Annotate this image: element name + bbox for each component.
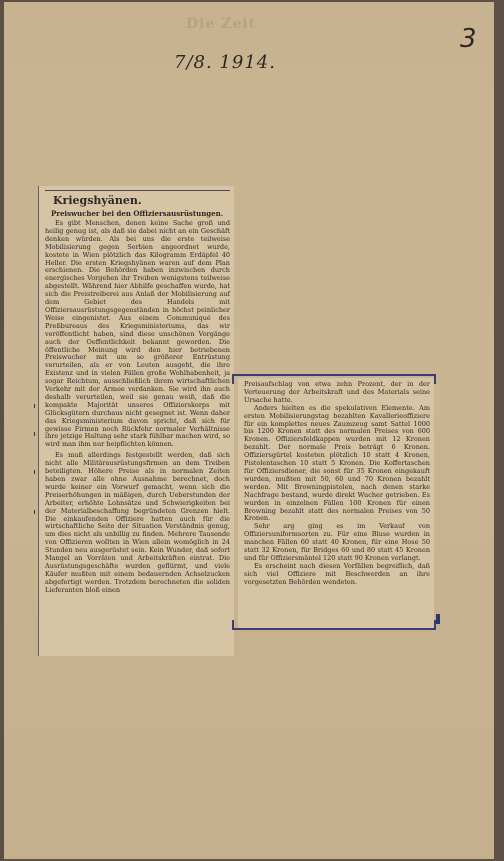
paragraph: Es erscheint nach diesen Vorfällen begreiflich, daß sich viel Offiziere mit Beschwerden an ihre vorgesetzten Behörden wendeten. xyxy=(244,561,430,586)
blue-pencil-mark xyxy=(436,614,440,624)
paragraph: Es gibt Menschen, denen keine Sache groß und heilig genug ist, als daß sie dabei nicht an ein Geschäft denken würden. Als bei uns die erste teilweise Mobilisierung gegen Serbien angeordnet wurde, kostete in Wien plötzlich das Kilogramm Erdäpfel 40 Heller. Die ersten Kriegshyänen waren auf dem Plan erschienen. Die Behörden haben inzwischen durch energisches Vorgehen ihr Treiben wenigstens teilweise abgestellt. Während hier Abhilfe geschaffen wurde, hat sich die Preistreiberei aus Anlaß der Mobilisierung auf dem Gebiet des Handels mit Offiziersausrüstungsgegenständen in höchst peinlicher Weise eingenistet. Aus einem Communiqué des Preßbureaus des Kriegsministeriums, das wir veröffentlicht haben, sind diese unschönen Vorgänge auch der Oeffentlichkeit bekannt geworden. Die öffentliche Meinung wird den hier betriebenen Preiswucher mit um so größerer Entrüstung verurteilen, als er von Leuten ausgeht, die ihre Existenz und in vielen Fällen große Wohlhabenheit, ja sogar Reichtum, ausschließlich ihrem wirtschaftlichen Verkehr mit der Armee verdanken. Sie wird ihn auch deshalb verurteilen, weil sie genau weiß, daß die kompakte Majorität unseres Offizierskorps mit Glücksgütern durchaus nicht gesegnet ist. Wenn daher das Kriegsministerium davon spricht, daß sich für gewisse Firmen noch Rückfehr normaler Verhältnisse ihre jetzige Haltung sehr stark fühlbar machen wird, so wird man ihm nur beipflichten können. xyxy=(45,219,230,449)
article-subhead: Preiswucher bei den Offiziersausrüstungen. xyxy=(51,209,224,218)
margin-tick xyxy=(34,470,35,474)
margin-tick xyxy=(34,432,35,436)
handwritten-date: 7/8. 1914. xyxy=(174,52,276,73)
blue-pencil-bracket-top xyxy=(232,374,436,384)
page-number: 3 xyxy=(460,24,477,54)
paragraph: Es muß allerdings festgestellt werden, daß sich nicht alle Militärausrüstungsfirmen an dem Treiben beteiligten. Höhere Preise als in normalen Zeiten haben zwar alle ohne Ausnahme berechnet, doch wurde keiner ein Vorwurf gemacht, wenn sich die Preiserhöhungen in mäßigen, durch Ueberstunden der Arbeiter, erhöhte Lohnsätze und Schwierigkeiten bei der Materialbeschaffung begründeten Grenzen hielt. Die einkaufenden Offiziere hatten auch für die wirtschaftliche Seite der Situation Verständnis genug, um dies nicht als unbillig zu finden. Mehrere Tausende von Offizieren wollten in Wien allein womöglich in 24 Stunden neu ausgerüstet sein. Kein Wunder, daß sofort Mangel an Vorräten und Arbeitskräften eintrat. Die Ausrüstungsgeschäfte wurden geflürmt, und viele Käufer mußten mit einem bedauernden Achselzucken abgefertigt werden. Trotzdem berechneten die soliden Lieferanten bloß einen xyxy=(45,451,230,594)
paragraph: Preisaufschlag von etwa zehn Prozent, der in der Verteuerung der Arbeitskraft und des Materials seine Ursache hatte. xyxy=(244,380,430,404)
paragraph: Anders hielten es die spekulativen Elemente. Am ersten Mobilisierungstag bezahlten Kavallerieoffiziere für ein komplettes neues Zaumzeug samt Sattel 1000 bis 1200 Kronen statt des normalen Preises von 600 Kronen. Offiziersfeldkappen wurden mit 12 Kronen bezahlt. Der normale Preis beträgt 6 Kronen. Offiziersgürtel kosteten plötzlich 10 statt 4 Kronen, Pistolentaschen 10 statt 5 Kronen. Die Koffertaschen für Offiziersdiener, die sonst für 35 Kronen eingekauft wurden, mußten mit 50, 60 und 70 Kronen bezahlt werden. Mit Browningpistolen, nach denen starke Nachfrage bestand, wurde direkt Wucher getrieben. Es wurden in einzelnen Fällen 100 Kronen für einen Browning bezahlt statt des normalen Preises von 50 Kronen. xyxy=(244,403,430,523)
margin-tick xyxy=(34,404,35,408)
top-rule xyxy=(45,190,230,191)
margin-tick xyxy=(34,510,35,514)
paragraph: Sehr arg ging es im Verkauf von Offiziersuniformsorten zu. Für eine Bluse wurden in manchen Fällen 60 statt 40 Kronen, für eine Hose 50 statt 32 Kronen, für Bridges 60 und 80 statt 45 Kronen und für Offiziersmäntel 120 statt 90 Kronen verlangt. xyxy=(244,522,430,562)
article-headline: Kriegshyänen. xyxy=(53,194,142,207)
newspaper-stamp: Die Zeit xyxy=(186,16,257,32)
clipping-column-2 xyxy=(238,378,434,630)
blue-pencil-bracket-bottom xyxy=(232,620,436,630)
clipping-column-1 xyxy=(38,186,234,656)
